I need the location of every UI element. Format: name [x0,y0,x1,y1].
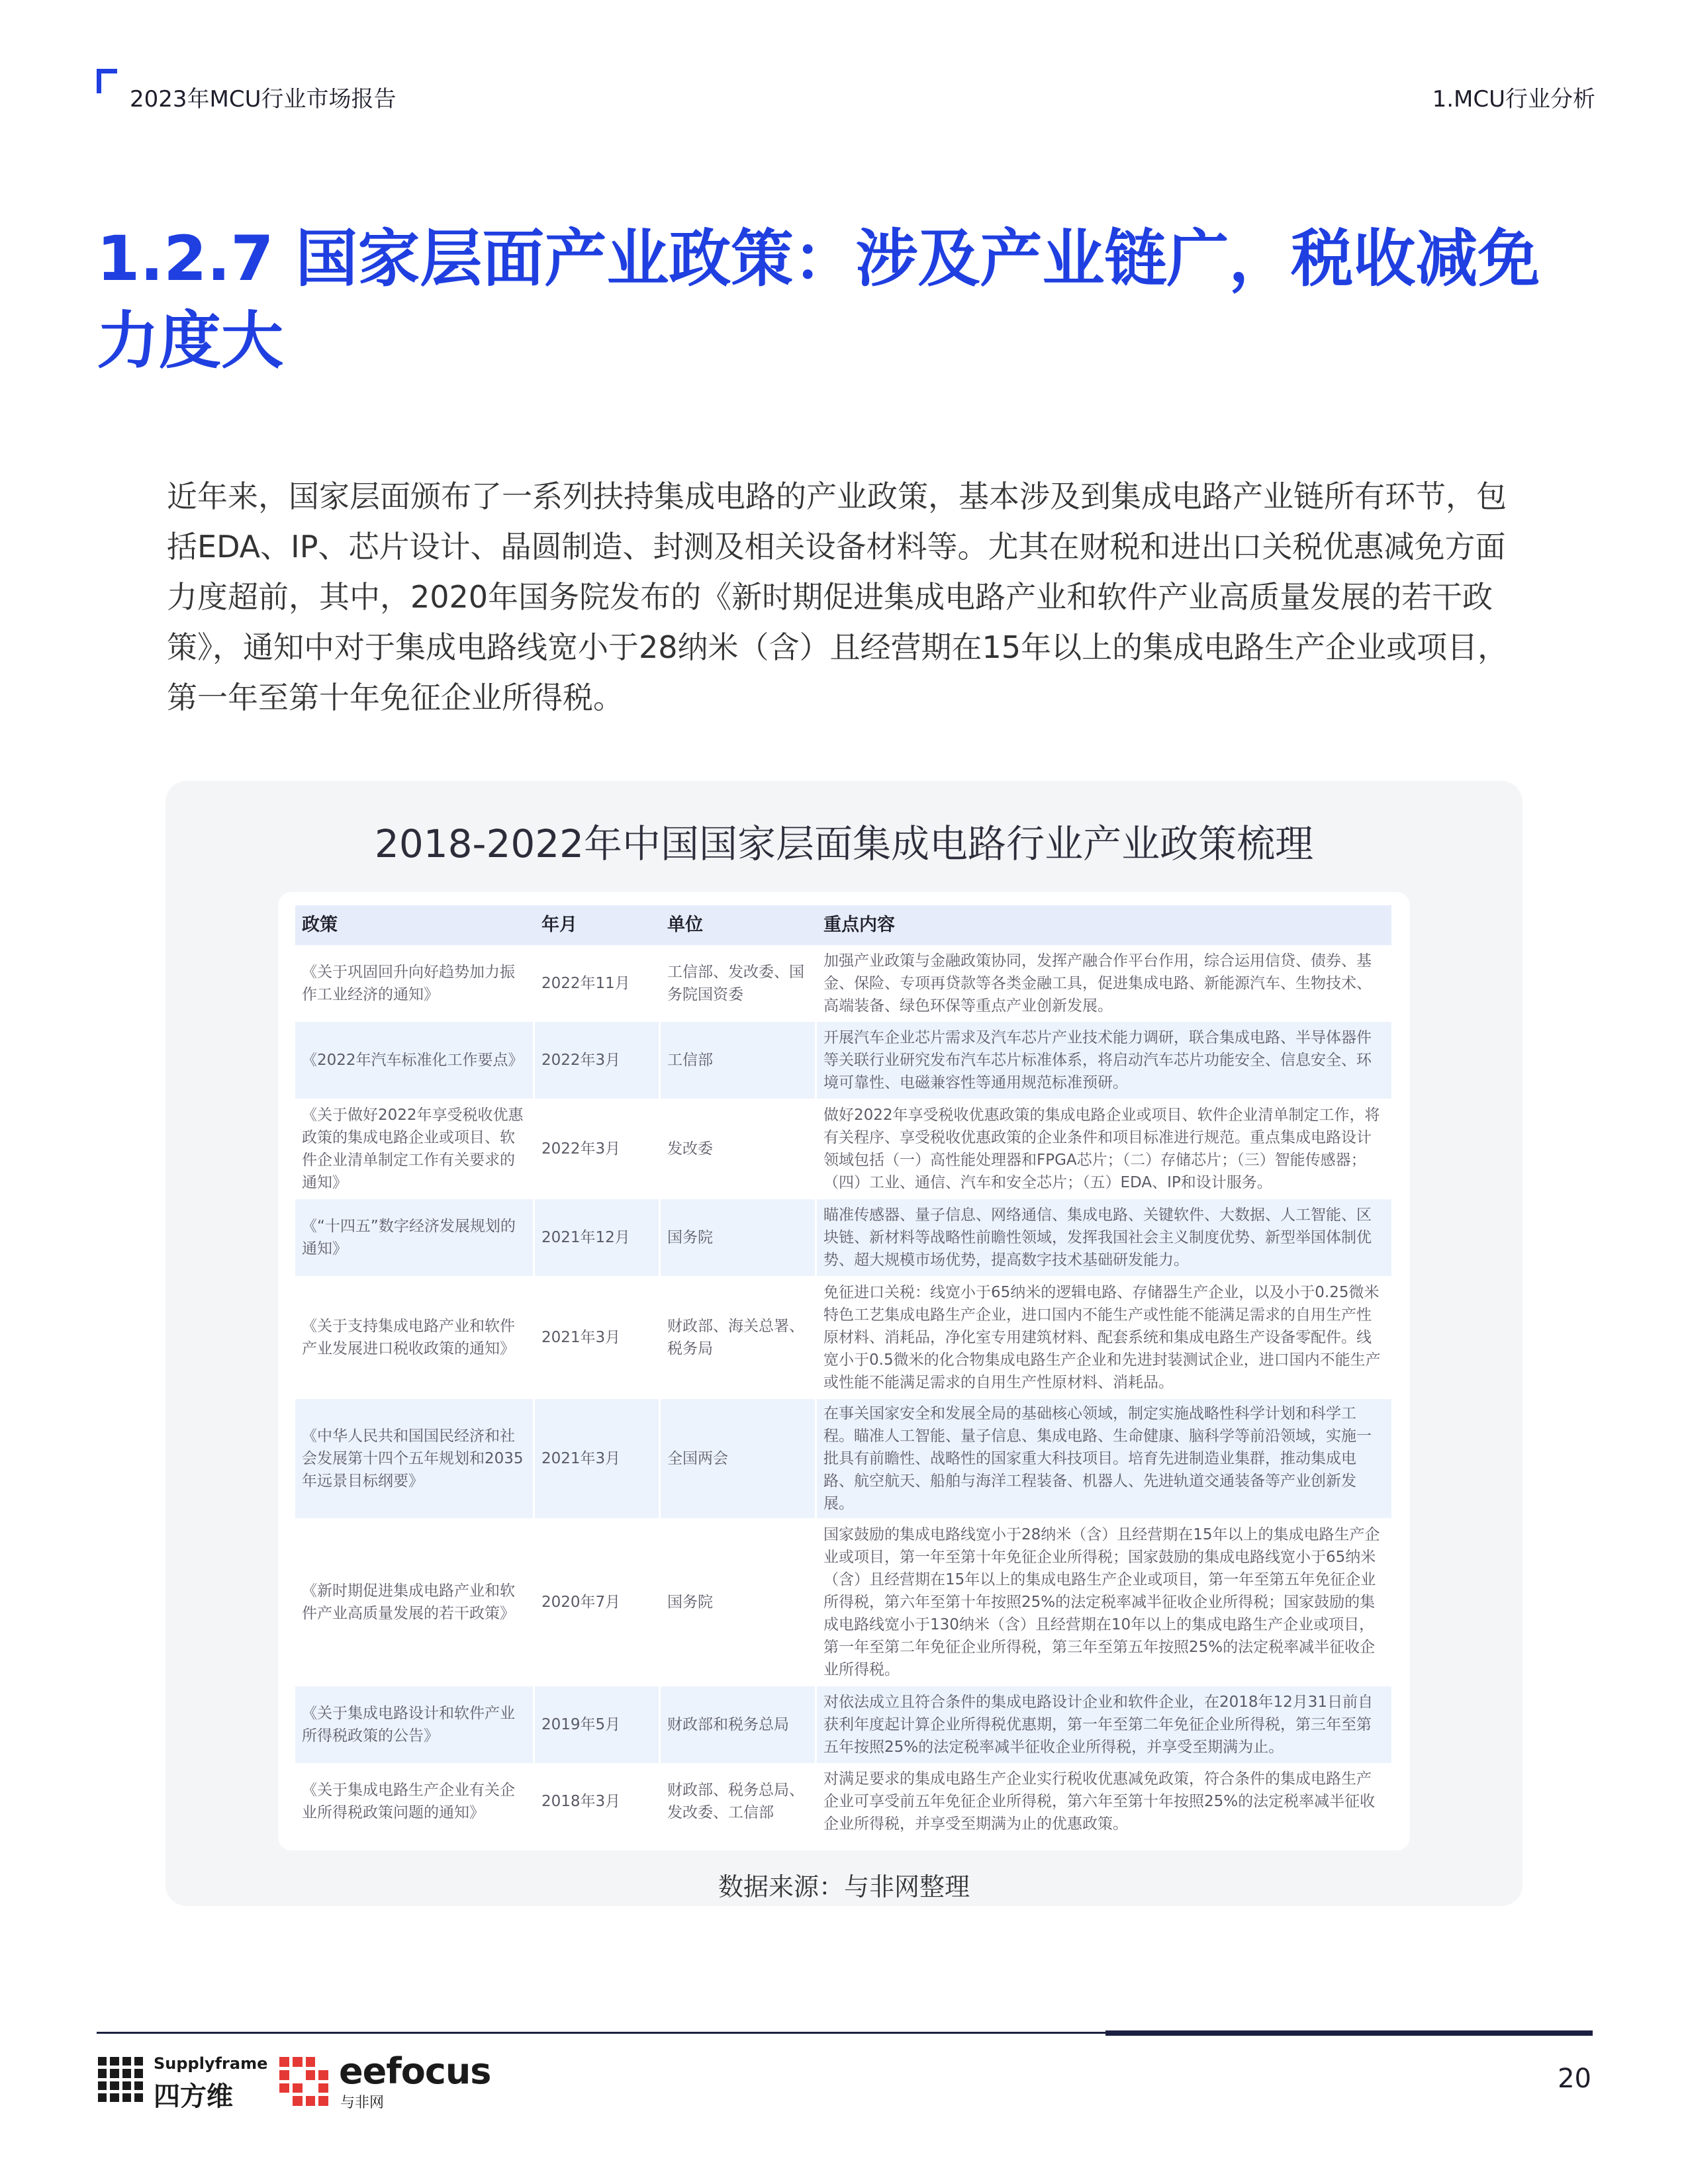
cell-policy: 《关于集成电路设计和软件产业所得税政策的公告》 [295,1686,535,1763]
intro-paragraph: 近年来，国家层面颁布了一系列扶持集成电路的产业政策，基本涉及到集成电路产业链所有环节，包括EDA、IP、芯片设计、晶圆制造、封测及相关设备材料等。尤其在财税和进出口关税优惠减免方面力度超前，其中，2020年国务院发布的《新时期促进集成电路产业和软件产业高质量发展的若干政策》，通知中对于集成电路线宽小于28纳米（含）且经营期在15年以上的集成电路生产企业或项目，第一年至第十年免征企业所得税。 [167,478,1509,715]
cell-policy: 《2022年汽车标准化工作要点》 [295,1022,535,1099]
cell-unit: 财政部、税务总局、发改委、工信部 [661,1763,817,1840]
table-row [295,1022,1391,1099]
header-unit: 单位 [661,905,817,945]
cell-date: 2022年11月 [535,945,661,1022]
supplyframe-logo-icon [98,2057,143,2102]
cell-unit: 财政部、海关总署、税务局 [661,1276,817,1399]
cell-date: 2021年3月 [535,1276,661,1399]
cell-unit: 财政部和税务总局 [661,1686,817,1763]
section-title: 1.2.7 国家层面产业政策：涉及产业链广，税收减免力度大 [97,223,1540,377]
cell-content: 做好2022年享受税收优惠政策的集成电路企业或项目、软件企业清单制定工作，将有关程序、享受税收优惠政策的企业条件和项目标准进行规范。重点集成电路设计领域包括（一）高性能处理器和FPGA芯片；（二）存储芯片；（三）智能传感器；（四）工业、通信、汽车和安全芯片；（五）EDA、IP和设计服务。 [823,1107,1380,1191]
cell-date: 2022年3月 [535,1099,661,1199]
cell-policy: 《新时期促进集成电路产业和软件产业高质量发展的若干政策》 [295,1518,535,1686]
header-policy: 政策 [295,905,535,945]
table-row [295,1276,1391,1399]
eefocus-logo-text: eefocus [339,2050,491,2092]
cell-unit: 工信部、发改委、国务院国资委 [661,945,817,1022]
cell-content: 加强产业政策与金融政策协同，发挥产融合作平台作用，综合运用信贷、债券、基金、保险、专项再贷款等各类金融工具，促进集成电路、新能源汽车、生物技术、高端装备、绿色环保等重点产业创新发展。 [823,952,1372,1015]
cell-policy: 《关于做好2022年享受税收优惠政策的集成电路企业或项目、软件企业清单制定工作有关要求的通知》 [295,1099,535,1199]
sifangwei-logo-text: 四方维 [154,2081,233,2112]
table-row [295,1199,1391,1276]
table-row [295,945,1391,1022]
cell-content: 免征进口关税：线宽小于65纳米的逻辑电路、存储器生产企业，以及小于0.25微米特色工艺集成电路生产企业，进口国内不能生产或性能不能满足需求的自用生产性原材料、消耗品，净化室专用建筑材料、配套系统和集成电路生产设备零配件。线宽小于0.5微米的化合物集成电路生产企业和先进封装测试企业，进口国内不能生产或性能不能满足需求的自用生产性原材料、消耗品。 [823,1284,1381,1391]
table-row [295,1518,1391,1686]
cell-unit: 发改委 [661,1099,817,1199]
cell-policy: 《关于巩固回升向好趋势加力振作工业经济的通知》 [295,945,535,1022]
table-row [295,1763,1391,1840]
cell-date: 2021年12月 [535,1199,661,1276]
cell-date: 2022年3月 [535,1022,661,1099]
cell-unit: 国务院 [661,1518,817,1686]
yufeiwang-logo-text: 与非网 [340,2095,385,2111]
cell-content: 对依法成立且符合条件的集成电路设计企业和软件企业，在2018年12月31日前自获利年度起计算企业所得税优惠期，第一年至第二年免征企业所得税，第三年至第五年按照25%的法定税率减半征收企业所得税，并享受至期满为止。 [817,1686,1391,1763]
cell-date: 2019年5月 [535,1686,661,1763]
supplyframe-logo-text: Supplyframe [154,2054,268,2073]
cell-content: 国家鼓励的集成电路线宽小于28纳米（含）且经营期在15年以上的集成电路生产企业或项目，第一年至第十年免征企业所得税；国家鼓励的集成电路线宽小于65纳米（含）且经营期在15年以上的集成电路生产企业或项目，第一年至第五年免征企业所得税，第六年至第十年按照25%的法定税率减半征收企业所得税；国家鼓励的集成电路线宽小于130纳米（含）且经营期在10年以上的集成电路生产企业或项目，第一年至第二年免征企业所得税，第三年至第五年按照25%的法定税率减半征收企业所得税。 [823,1526,1380,1678]
header-content: 重点内容 [817,905,1391,945]
cell-policy: 《“十四五”数字经济发展规划的通知》 [295,1199,535,1276]
cell-date: 2020年7月 [535,1518,661,1686]
cell-unit: 工信部 [661,1022,817,1099]
cell-content: 瞄准传感器、量子信息、网络通信、集成电路、关键软件、大数据、人工智能、区块链、新材料等战略性前瞻性领域，发挥我国社会主义制度优势、新型举国体制优势、超大规模市场优势，提高数字技术基础研发能力。 [817,1199,1391,1276]
cell-date: 2021年3月 [535,1399,661,1518]
footer-divider-accent [1105,2030,1593,2036]
report-title: 2023年MCU行业市场报告 [130,86,397,113]
table-header-row [295,905,1391,945]
cell-unit: 国务院 [661,1199,817,1276]
cell-policy: 《关于支持集成电路产业和软件产业发展进口税收政策的通知》 [295,1276,535,1399]
eefocus-logo-icon [279,2057,328,2106]
corner-bracket-icon [97,69,117,93]
cell-date: 2018年3月 [535,1763,661,1840]
figure-title: 2018-2022年中国国家层面集成电路行业产业政策梳理 [374,821,1314,866]
cell-policy: 《关于集成电路生产企业有关企业所得税政策问题的通知》 [295,1763,535,1840]
table-row [295,1686,1391,1763]
table-row [295,1099,1391,1199]
policy-table [295,905,1391,1840]
cell-unit: 全国两会 [661,1399,817,1518]
table-row [295,1399,1391,1518]
header-date: 年月 [535,905,661,945]
cell-content: 对满足要求的集成电路生产企业实行税收优惠减免政策，符合条件的集成电路生产企业可享受前五年免征企业所得税，第六年至第十年按照25%的法定税率减半征收企业所得税，并享受至期满为止的优惠政策。 [823,1770,1376,1833]
data-source: 数据来源：与非网整理 [718,1872,970,1901]
cell-content: 开展汽车企业芯片需求及汽车芯片产业技术能力调研，联合集成电路、半导体器件等关联行业研究发布汽车芯片标准体系，将启动汽车芯片功能安全、信息安全、环境可靠性、电磁兼容性等通用规范标准预研。 [817,1022,1391,1099]
cell-policy: 《中华人民共和国国民经济和社会发展第十四个五年规划和2035年远景目标纲要》 [295,1399,535,1518]
page-number: 20 [1558,2064,1591,2094]
cell-content: 在事关国家安全和发展全局的基础核心领域，制定实施战略性科学计划和科学工程。瞄准人工智能、量子信息、集成电路、生命健康、脑科学等前沿领域，实施一批具有前瞻性、战略性的国家重大科技项目。培育先进制造业集群，推动集成电路、航空航天、船舶与海洋工程装备、机器人、先进轨道交通装备等产业创新发展。 [817,1399,1391,1518]
chapter-label: 1.MCU行业分析 [1432,86,1595,113]
